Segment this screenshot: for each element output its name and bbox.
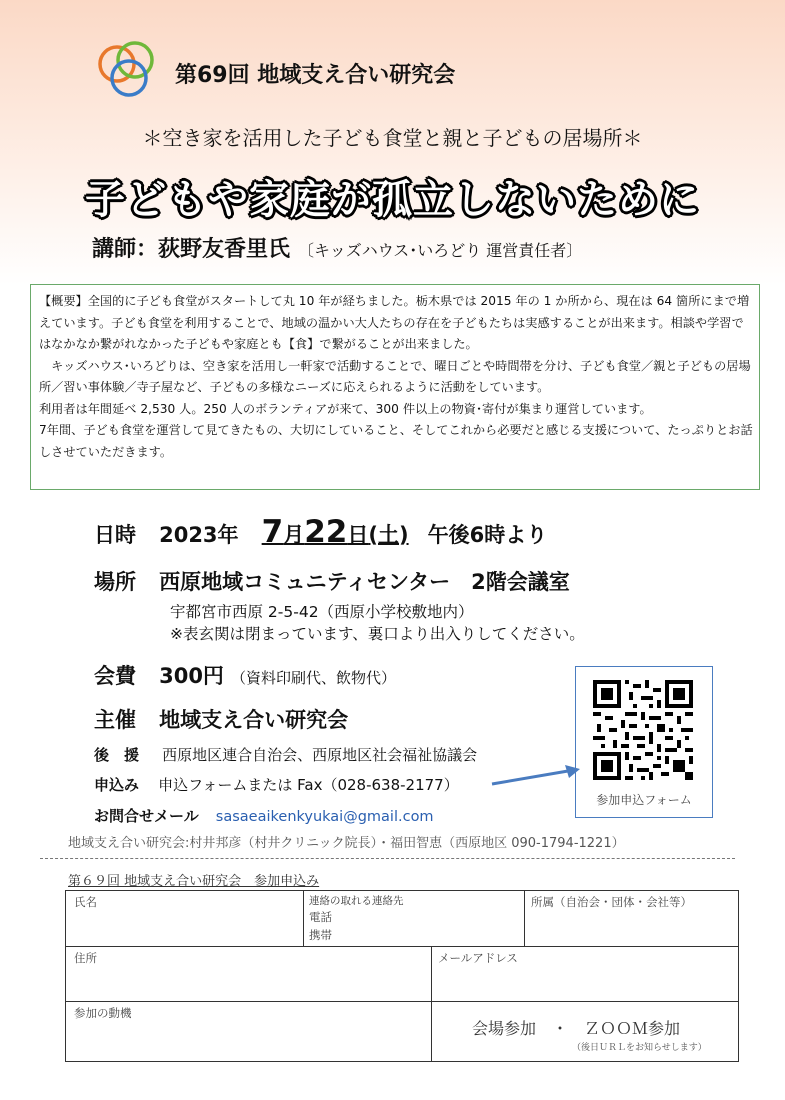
summary-paragraph: 7年間、子ども食堂を運営して見てきたもの、大切にしていること、そしてこれから必要だと感じる支援について、たっぷりとお話しさせていただきます。 — [39, 423, 753, 459]
lecturer — [92, 232, 582, 263]
date-time: 午後6時より — [427, 523, 548, 547]
contact-row — [94, 805, 434, 826]
fee-note: （資料印刷代、飲物代） — [231, 669, 397, 687]
address-field[interactable] — [66, 947, 432, 1002]
mobile-label: 携帯 — [309, 928, 332, 942]
fee-row — [94, 660, 396, 690]
qr-caption: 参加申込フォーム — [596, 793, 692, 807]
qr-box — [575, 666, 713, 818]
place-row — [94, 566, 570, 596]
cut-line — [40, 858, 735, 859]
contact-label: 連絡の取れる連絡先 — [309, 895, 404, 907]
date-year: 2023年 — [159, 523, 239, 547]
summary-paragraph: 【概要】全国的に子ども食堂がスタートして丸 10 年が経ちました。栃木県では 2015 年の 1 か所から、現在は 64 箇所にまで増えています。子ども食堂を利用することで、地域の温かい大人たちの存在を子どもたちは実感することが出来ます。相談や学習ではなかなか繋がれなかった子どもや家庭とも【食】で繋がることが出来ました。 — [39, 294, 750, 351]
form-title: 第６９回 地域支え合い研究会 参加申込み — [68, 874, 320, 889]
series-title: 第69回 地域支え合い研究会 — [175, 63, 456, 88]
entrance-note: ※表玄関は閉まっています、裏口より出入りしてください。 — [170, 625, 585, 643]
rings-logo-icon — [95, 38, 159, 102]
email-field[interactable] — [432, 947, 738, 1002]
summary-paragraph: キッズハウス･いろどりは、空き家を活用し一軒家で活動することで、曜日ごとや時間帯を分け、子ども食堂／親と子どもの居場所／習い事体験／寺子屋など、子どもの多様なニーズに応えられるように活動をしています。 — [39, 358, 751, 394]
lecturer-role: 〔キッズハウス･いろどり 運営責任者〕 — [298, 241, 583, 260]
name-label: 氏名 — [74, 895, 97, 909]
organizer-contacts: 地域支え合い研究会:村井邦彦（村井クリニック院長）・福田智恵（西原地区 090-1794-1221） — [68, 836, 625, 851]
support-label: 後 援 — [94, 746, 140, 764]
fee-label: 会費 — [94, 664, 136, 688]
date-month-day — [261, 514, 409, 550]
fee-amount: 300円 — [159, 664, 224, 688]
lecturer-name: 講師：荻野友香里氏 — [92, 237, 291, 262]
affiliation-field[interactable] — [525, 891, 738, 947]
apply-label: 申込み — [94, 776, 140, 794]
host-label: 主催 — [94, 708, 136, 732]
motive-field[interactable] — [66, 1002, 432, 1061]
contact-email-link[interactable]: sasaeaikenkyukai@gmail.com — [215, 809, 434, 825]
support-orgs: 西原地区連合自治会、西原地区社会福祉協議会 — [162, 746, 478, 764]
date-day: 22 — [304, 514, 348, 550]
subtitle: ＊空き家を活用した子ども食堂と親と子どもの居場所＊ — [142, 126, 643, 150]
place-name: 西原地域コミュニティセンター 2階会議室 — [159, 570, 570, 594]
qr-code-icon[interactable] — [593, 680, 693, 780]
motive-label: 参加の動機 — [74, 1006, 132, 1020]
date-row — [94, 514, 547, 550]
date-weekday: (土) — [368, 523, 409, 547]
place-address: 宇都宮市西原 2-5-42（西原小学校敷地内） — [170, 603, 474, 621]
application-form — [65, 890, 739, 1062]
name-field[interactable] — [66, 891, 304, 947]
support-row — [94, 744, 477, 765]
phone-label: 電話 — [309, 910, 332, 924]
url-note: （後日ＵＲＬをお知らせします） — [572, 1043, 707, 1053]
attendance-options[interactable]: 会場参加 ・ ＺＯＯＭ参加 — [472, 1019, 681, 1038]
date-day-suffix: 日 — [347, 523, 369, 547]
date-month: 7 — [261, 514, 284, 550]
date-month-suffix: 月 — [283, 523, 305, 547]
contact-field[interactable] — [304, 891, 525, 947]
arrow-icon — [490, 762, 582, 790]
affiliation-label: 所属（自治会・団体・会社等） — [531, 895, 692, 909]
host-name: 地域支え合い研究会 — [159, 708, 349, 732]
host-row — [94, 704, 348, 734]
main-title: 子どもや家庭が孤立しないために — [85, 177, 700, 223]
email-label: メールアドレス — [438, 951, 518, 965]
summary-paragraph: 利用者は年間延べ 2,530 人。250 人のボランティアが来て、300 件以上の物資･寄付が集まり運営しています。 — [39, 401, 652, 416]
contact-label: お問合せメール — [94, 807, 199, 825]
apply-methods: 申込フォームまたは Fax（028-638-2177） — [158, 776, 459, 794]
summary-box — [30, 284, 760, 490]
address-label: 住所 — [74, 951, 97, 965]
date-label: 日時 — [94, 523, 136, 547]
place-label: 場所 — [94, 570, 136, 594]
attendance-choice[interactable] — [432, 1002, 738, 1061]
apply-row — [94, 774, 459, 795]
